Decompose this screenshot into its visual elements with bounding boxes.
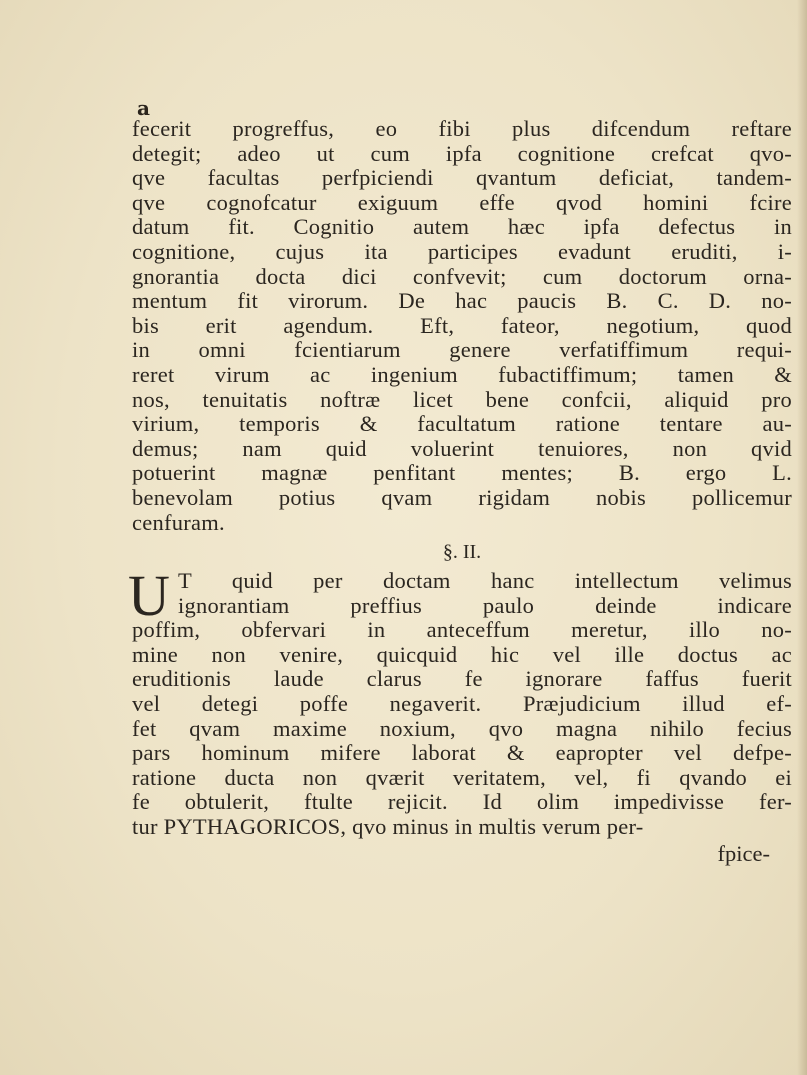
text-line: qve facultas perfpiciendi qvantum deficiat, tandem- — [132, 165, 792, 191]
text-line: mentum fit virorum. De hac paucis B. C. D. no- — [132, 288, 792, 314]
paragraph-1 — [132, 117, 792, 535]
catchword: fpice- — [717, 840, 770, 866]
signature-mark: a — [137, 96, 150, 120]
text-line: cognitione, cujus ita participes evadunt eruditi, i- — [132, 238, 792, 264]
text-line: ignorantiam preffius paulo deinde indicare — [178, 592, 792, 618]
text-line: T quid per doctam hanc intellectum velimus — [178, 568, 792, 594]
text-line: benevolam potius qvam rigidam nobis pollicemur — [132, 484, 792, 510]
page-text — [128, 116, 792, 868]
text-line: poffim, obfervari in anteceffum meretur, illo no- — [132, 617, 792, 643]
text-line: fet qvam maxime noxium, qvo magna nihilo fecius — [132, 715, 792, 741]
text-line: in omni fcientiarum genere verfatiffimum requi- — [132, 337, 792, 363]
text-line: datum fit. Cognitio autem hæc ipfa defectus in — [132, 214, 792, 240]
text-line: demus; nam quid voluerint tenuiores, non qvid — [132, 435, 792, 461]
text-line: bis erit agendum. Eft, fateor, negotium, quod — [132, 312, 792, 338]
text-line: pars hominum mifere laborat & eapropter vel defpe- — [132, 740, 792, 766]
text-line: virium, temporis & facultatum ratione tentare au- — [132, 411, 792, 437]
text-line: fecerit progreffus, eo fibi plus difcendum reftare — [132, 116, 792, 141]
text-line: cenfuram. — [132, 509, 225, 535]
text-line: qve cognofcatur exiguum effe qvod homini fcire — [132, 189, 792, 215]
text-line: detegit; adeo ut cum ipfa cognitione crefcat qvo- — [132, 140, 792, 166]
paragraph-2-lines — [132, 569, 792, 840]
section-heading: §. II. — [442, 541, 482, 564]
text-line: vel detegi poffe negaverit. Præjudicium illud ef- — [132, 691, 792, 717]
text-line: mine non venire, quicquid hic vel ille doctus ac — [132, 641, 792, 667]
text-line: eruditionis laude clarus fe ignorare faffus fuerit — [132, 666, 792, 692]
text-line: gnorantia docta dici confvevit; cum doctorum orna- — [132, 263, 792, 289]
text-line: reret virum ac ingenium fubactiffimum; tamen & — [132, 361, 792, 387]
drop-cap: U — [128, 563, 170, 629]
text-line: potuerint magnæ penfitant mentes; B. ergo L. — [132, 460, 792, 486]
text-line: ratione ducta non qværit veritatem, vel, fi qvando ei — [132, 764, 792, 790]
page-edge-shadow — [797, 0, 807, 1075]
paragraph-2 — [128, 563, 792, 840]
text-line: tur PYTHAGORICOS, qvo minus in multis verum per- — [132, 814, 644, 840]
text-line: nos, tenuitatis noftræ licet bene confcii, aliquid pro — [132, 386, 792, 412]
text-line: fe obtulerit, ftulte rejicit. Id olim impedivisse fer- — [132, 789, 792, 815]
